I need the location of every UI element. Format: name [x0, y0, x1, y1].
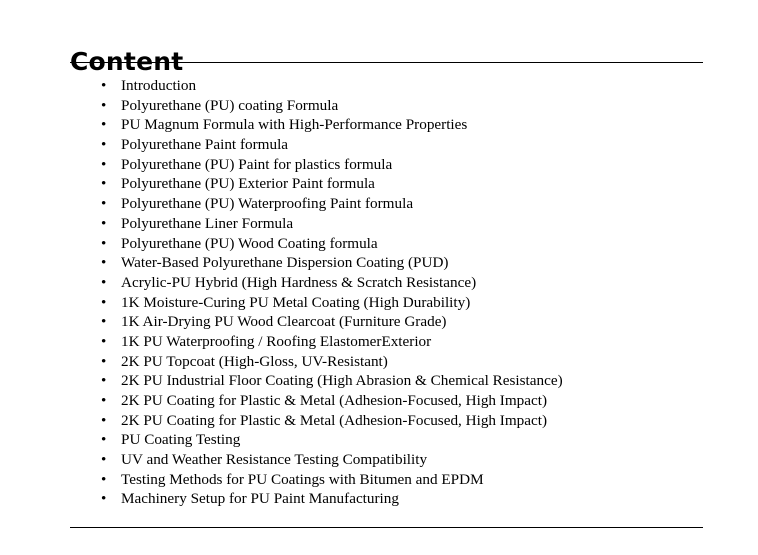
list-item[interactable] — [0, 194, 758, 214]
list-item[interactable] — [0, 430, 758, 450]
list-item[interactable] — [0, 470, 758, 490]
bullet-icon: • — [101, 234, 107, 252]
list-item[interactable] — [0, 253, 758, 273]
bullet-icon: • — [101, 195, 107, 213]
list-item-label: PU Magnum Formula with High-Performance Properties — [121, 116, 468, 134]
bullet-icon: • — [101, 352, 107, 370]
list-item-label: 1K PU Waterproofing / Roofing ElastomerExterior — [121, 332, 432, 350]
list-item[interactable] — [0, 391, 758, 411]
list-item[interactable] — [0, 489, 758, 509]
table-of-contents-list — [0, 76, 758, 509]
bullet-icon: • — [101, 254, 107, 272]
bullet-icon: • — [101, 313, 107, 331]
list-item-label: Water-Based Polyurethane Dispersion Coating (PUD) — [121, 254, 449, 272]
bullet-icon: • — [101, 214, 107, 232]
list-item[interactable] — [0, 371, 758, 391]
list-item[interactable] — [0, 155, 758, 175]
list-item[interactable] — [0, 174, 758, 194]
bullet-icon: • — [101, 273, 107, 291]
bullet-icon: • — [101, 470, 107, 488]
list-item-label: Polyurethane Paint formula — [121, 136, 289, 154]
list-item-label: 2K PU Coating for Plastic & Metal (Adhesion-Focused, High Impact) — [121, 411, 548, 429]
bullet-icon: • — [101, 175, 107, 193]
list-item[interactable] — [0, 115, 758, 135]
bullet-icon: • — [101, 77, 107, 94]
list-item-label: 2K PU Topcoat (High-Gloss, UV-Resistant) — [121, 352, 388, 370]
bullet-icon: • — [101, 116, 107, 134]
bullet-icon: • — [101, 332, 107, 350]
list-item[interactable] — [0, 234, 758, 254]
bullet-icon: • — [101, 293, 107, 311]
list-item-label: Introduction — [121, 77, 197, 94]
list-item-label: Polyurethane (PU) Waterproofing Paint formula — [121, 195, 414, 213]
list-item-label: 1K Moisture-Curing PU Metal Coating (High Durability) — [121, 293, 471, 311]
bullet-icon: • — [101, 451, 107, 469]
list-item-label: Testing Methods for PU Coatings with Bitumen and EPDM — [121, 470, 484, 488]
bullet-icon: • — [101, 392, 107, 409]
list-item[interactable] — [0, 450, 758, 470]
bullet-icon: • — [101, 96, 107, 114]
list-item-label: 1K Air-Drying PU Wood Clearcoat (Furniture Grade) — [121, 313, 447, 331]
list-item-label: Polyurethane (PU) Exterior Paint formula — [121, 175, 375, 193]
list-item[interactable] — [0, 96, 758, 116]
page-title: Content — [70, 46, 184, 76]
bullet-icon: • — [101, 372, 107, 390]
list-item[interactable] — [0, 332, 758, 352]
list-item-label: Polyurethane (PU) Paint for plastics formula — [121, 155, 393, 173]
bullet-icon: • — [101, 155, 107, 173]
bullet-icon: • — [101, 136, 107, 154]
bullet-icon: • — [101, 431, 107, 449]
list-item[interactable] — [0, 411, 758, 431]
list-item-label: 2K PU Coating for Plastic & Metal (Adhesion-Focused, High Impact) — [121, 392, 548, 409]
list-item[interactable] — [0, 135, 758, 155]
list-item-label: 2K PU Industrial Floor Coating (High Abrasion & Chemical Resistance) — [121, 372, 563, 390]
bullet-icon: • — [101, 490, 107, 508]
footer-divider — [70, 527, 703, 528]
list-item-label: UV and Weather Resistance Testing Compatibility — [121, 451, 428, 469]
list-item[interactable] — [0, 214, 758, 234]
list-item-label: Machinery Setup for PU Paint Manufacturing — [121, 490, 399, 508]
list-item[interactable] — [0, 293, 758, 313]
list-item-label: Acrylic-PU Hybrid (High Hardness & Scratch Resistance) — [121, 273, 477, 291]
list-item-label: Polyurethane (PU) Wood Coating formula — [121, 234, 378, 252]
list-item-label: Polyurethane (PU) coating Formula — [121, 96, 339, 114]
list-item-label: PU Coating Testing — [121, 431, 241, 449]
list-item-label: Polyurethane Liner Formula — [121, 214, 294, 232]
list-item[interactable] — [0, 273, 758, 293]
list-item[interactable] — [0, 352, 758, 372]
list-item[interactable] — [0, 76, 758, 96]
bullet-icon: • — [101, 411, 107, 429]
list-item[interactable] — [0, 312, 758, 332]
header-divider — [70, 62, 703, 63]
